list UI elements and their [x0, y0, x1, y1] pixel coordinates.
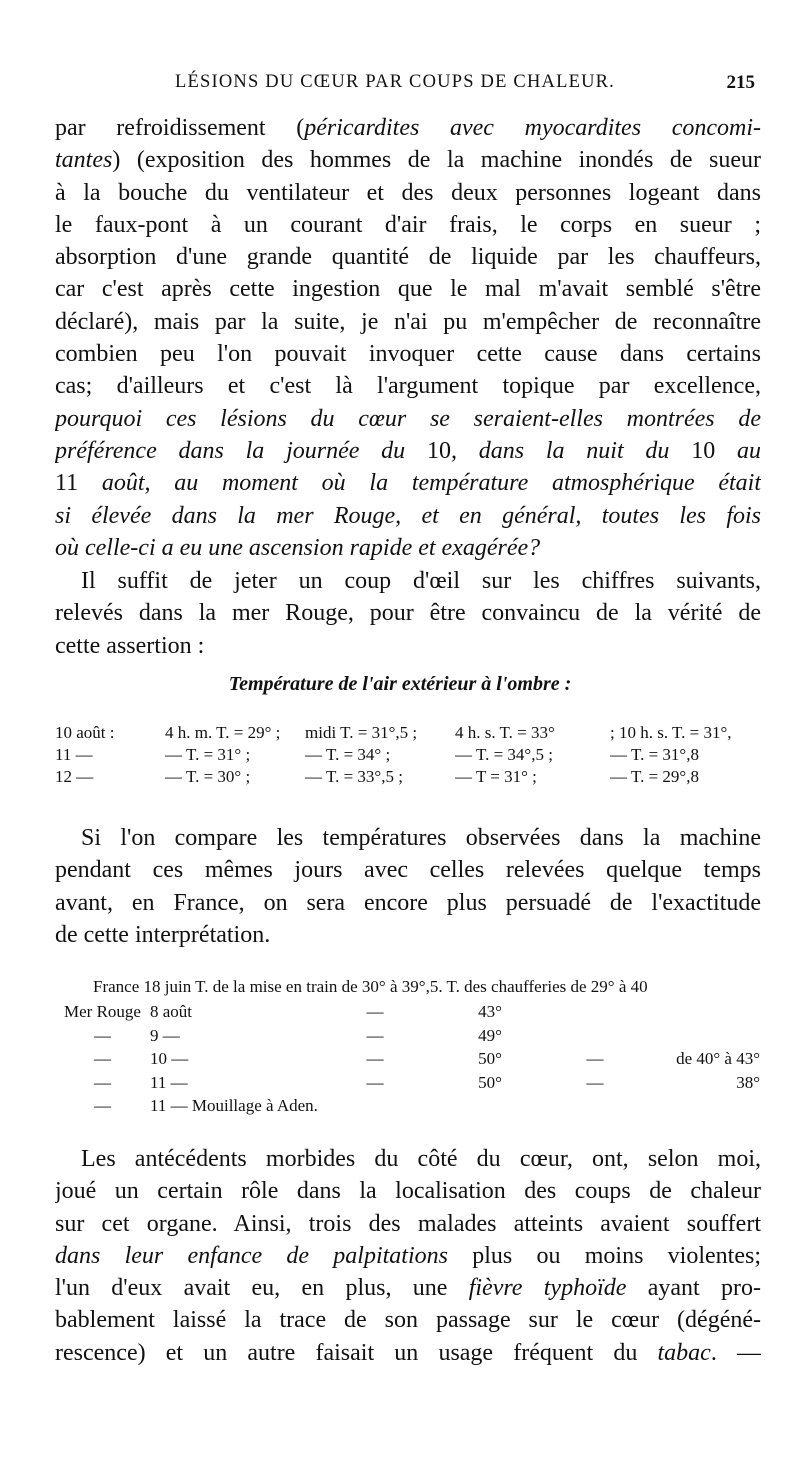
table-cell-c4: — T. = 29°,8: [610, 767, 699, 786]
text-run: Si l'on compare les températures observées dans la machine: [81, 825, 761, 851]
table-cell-c2: — T. = 33°,5 ;: [305, 767, 403, 786]
table-cell-c1: — T. = 31° ;: [165, 745, 251, 764]
text-run: sur cet organe. Ainsi, trois des malades atteints avaient souffert: [55, 1210, 761, 1237]
text-line: [55, 144, 761, 176]
text-run: relevés dans la mer Rouge, pour être convaincu de la vérité de: [55, 600, 761, 627]
italic-text: péricardites avec myocardites concomi-: [304, 115, 761, 141]
text-run: 10: [691, 437, 716, 464]
table-cell-c2: midi T. = 31°,5 ;: [305, 723, 418, 742]
table-cell-dash2: [550, 1024, 640, 1048]
text-line: [55, 306, 761, 338]
text-run: car c'est après cette ingestion que le mal m'avait semblé s'être: [55, 276, 761, 303]
table-row: [55, 1024, 767, 1048]
table-cell-chauff: [640, 1094, 760, 1118]
table-cell-date: 10 août :: [55, 723, 115, 742]
text-line: [55, 1304, 761, 1336]
text-run: par refroidissement (: [55, 115, 305, 141]
table-cell-place: —: [94, 1096, 111, 1115]
temperature-table: [55, 722, 767, 788]
text-line: [55, 1337, 761, 1369]
paragraph-figures-intro: [55, 565, 761, 662]
page-number: 215: [726, 72, 755, 93]
text-line: [55, 370, 761, 402]
table-cell-date: 11 — Mouillage à Aden.: [150, 1096, 318, 1115]
italic-text: tabac: [657, 1339, 711, 1366]
text-line: [55, 177, 761, 209]
table-cell-temp: 50°: [478, 1072, 502, 1092]
text-line: [55, 1208, 761, 1240]
text-run: absorption d'une grande quantité de liquide par les chauffeurs,: [55, 244, 761, 271]
paragraph-pericarditis: [55, 112, 761, 564]
italic-text: fièvre typhoïde: [468, 1275, 627, 1302]
italic-text: au: [715, 437, 761, 464]
text-run: Il suffit de jeter un coup d'œil sur les chiffres suivants,: [81, 568, 761, 594]
table-cell-chauff: [640, 1000, 760, 1024]
text-run: combien peu l'on pouvait invoquer cette cause dans certains: [55, 341, 761, 368]
table-cell-temp: 49°: [478, 1025, 502, 1045]
table-cell-dash2: [550, 1000, 640, 1024]
table-cell-date: 11 —: [55, 745, 93, 764]
italic-text: dans leur enfance de palpitations: [55, 1242, 448, 1269]
table-cell-place: —: [94, 1049, 111, 1068]
text-line: [55, 1143, 761, 1175]
table-cell-dash2: —: [586, 1072, 604, 1092]
text-line: [55, 112, 761, 144]
text-line: [55, 630, 761, 662]
text-run: à la bouche du ventilateur et des deux personnes logeant dans: [55, 179, 761, 206]
table-cell-c2: — T. = 34° ;: [305, 745, 391, 764]
table-row: [55, 766, 767, 788]
text-run: rescence) et un autre faisait un usage fréquent du: [55, 1339, 658, 1366]
text-line: [55, 1272, 761, 1304]
table-cell-c3: — T = 31° ;: [455, 767, 537, 786]
table-row: [55, 744, 767, 766]
text-line: [55, 919, 761, 951]
text-run: 11: [55, 470, 79, 497]
table-row: [55, 722, 767, 744]
text-line: [55, 241, 761, 273]
table-cell-place: —: [94, 1072, 111, 1092]
italic-text: août, au moment où la température atmosphérique était: [78, 470, 761, 497]
text-line: [55, 338, 761, 370]
table-cell-dash: —: [366, 1072, 384, 1092]
temperature-table-title: Température de l'air extérieur à l'ombre :: [228, 673, 572, 695]
text-line: [55, 1175, 761, 1207]
italic-text: pourquoi ces lésions du cœur se seraient-elles montrées de: [55, 405, 761, 432]
text-run: . —: [710, 1339, 761, 1366]
table-cell-dash: —: [366, 1049, 384, 1068]
text-line: [55, 565, 761, 597]
text-run: pendant ces mêmes jours avec celles relevées quelque temps: [55, 857, 761, 884]
text-run: 10: [426, 437, 451, 464]
italic-text: , dans la nuit du: [450, 437, 692, 464]
text-run: de cette interprétation.: [55, 921, 271, 948]
table-cell-date: 10 —: [150, 1049, 189, 1068]
text-line: [55, 209, 761, 241]
table-cell-c1: — T. = 30° ;: [165, 767, 251, 786]
text-line: [55, 822, 761, 854]
table-cell-c1: 4 h. m. T. = 29° ;: [165, 723, 281, 742]
table-cell-chauff: 38°: [736, 1072, 760, 1092]
table-cell-c4: ; 10 h. s. T. = 31°,: [610, 723, 732, 742]
paragraph-comparison: [55, 822, 761, 951]
text-run: cette assertion :: [55, 632, 205, 659]
paragraph-antecedents: [55, 1143, 761, 1369]
text-run: avant, en France, on sera encore plus persuadé de l'exactitude: [55, 889, 761, 916]
text-run: bablement laissé la trace de son passage sur le cœur (dégéné-: [55, 1307, 761, 1334]
table-row: [55, 1000, 767, 1024]
table-row: [55, 1047, 767, 1071]
table-cell-chauff: [640, 1024, 760, 1048]
table-cell-date: 12 —: [55, 767, 94, 786]
table-cell-place: Mer Rouge: [64, 1002, 141, 1021]
text-line: [55, 854, 761, 886]
text-run: le faux-pont à un courant d'air frais, le corps en sueur ;: [55, 211, 761, 238]
table-cell-dash2: —: [586, 1049, 604, 1068]
text-run: cas; d'ailleurs et c'est là l'argument topique par excellence,: [55, 373, 761, 400]
table-cell-c3: 4 h. s. T. = 33°: [455, 723, 555, 742]
text-line: [55, 467, 761, 499]
table-cell-chauff: de 40° à 43°: [676, 1049, 760, 1068]
running-title: LÉSIONS DU CŒUR PAR COUPS DE CHALEUR.: [175, 72, 615, 92]
table-cell-place: —: [94, 1025, 111, 1045]
text-line: [55, 403, 761, 435]
text-line: [55, 435, 761, 467]
table-cell-c4: — T. = 31°,8: [610, 745, 699, 764]
text-line: [55, 597, 761, 629]
table-cell-temp: 50°: [478, 1049, 502, 1068]
table-row: [55, 1071, 767, 1095]
italic-text: tantes: [55, 147, 113, 174]
italic-text: si élevée dans la mer Rouge, et en général, toutes les fois: [55, 502, 761, 529]
table-cell-temp: [430, 1094, 550, 1118]
table-cell-temp: 43°: [478, 1002, 502, 1021]
italic-text: préférence dans la journée du: [55, 437, 427, 464]
table-cell-date: 8 août: [150, 1002, 193, 1021]
table-row: [55, 1094, 767, 1118]
text-line: [55, 887, 761, 919]
table-cell-c3: — T. = 34°,5 ;: [455, 745, 553, 764]
table-cell-dash: [320, 1094, 430, 1118]
text-run: plus ou moins violentes;: [447, 1242, 761, 1269]
text-line: [55, 500, 761, 532]
text-run: joué un certain rôle dans la localisation des coups de chaleur: [55, 1178, 761, 1205]
text-run: l'un d'eux avait eu, en plus, une: [55, 1275, 469, 1302]
machine-table: [55, 1000, 767, 1118]
table-cell-dash: —: [366, 1025, 384, 1045]
table-cell-date: 9 —: [150, 1025, 180, 1045]
running-head: [55, 72, 755, 102]
text-line: [55, 273, 761, 305]
table-cell-dash2: [550, 1094, 640, 1118]
table-cell-dash: —: [366, 1002, 384, 1021]
italic-text: où celle-ci a eu une ascension rapide et exagérée?: [55, 534, 541, 561]
text-line: [55, 532, 761, 564]
text-line: [55, 1240, 761, 1272]
machine-table-header: France 18 juin T. de la mise en train de 30° à 39°,5. T. des chaufferies de 29° à 40: [93, 977, 648, 996]
text-run: déclaré), mais par la suite, je n'ai pu m'empêcher de reconnaître: [55, 308, 761, 335]
table-cell-date: 11 —: [150, 1072, 188, 1092]
text-run: ayant pro-: [626, 1275, 761, 1302]
text-run: Les antécédents morbides du côté du cœur, ont, selon moi,: [81, 1146, 761, 1172]
text-run: ) (exposition des hommes de la machine inondés de sueur: [112, 147, 761, 174]
